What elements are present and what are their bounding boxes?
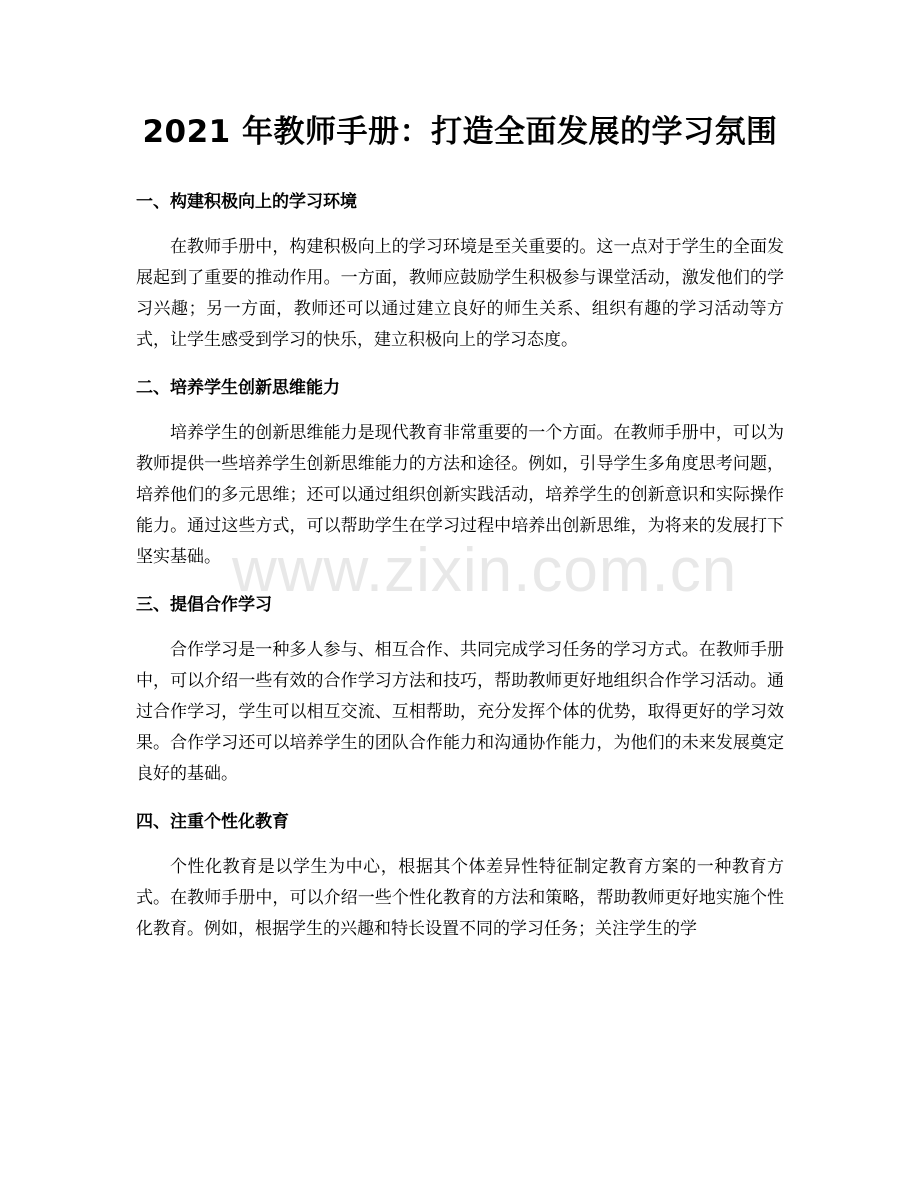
section-heading-4: 四、注重个性化教育 bbox=[136, 812, 289, 832]
section-paragraph-4: 个性化教育是以学生为中心，根据其个体差异性特征制定教育方案的一种教育方式。在教师手册中，可以介绍一些个性化教育的方法和策略，帮助教师更好地实施个性化教育。例如，根据学生的兴趣和特长设置不同的学习任务；关注学生的学 bbox=[136, 857, 784, 939]
section-heading-3: 三、提倡合作学习 bbox=[136, 595, 272, 615]
section-heading-2: 二、培养学生创新思维能力 bbox=[136, 378, 340, 398]
document-title: 2021 年教师手册：打造全面发展的学习氛围 bbox=[142, 114, 778, 150]
section-paragraph-2: 培养学生的创新思维能力是现代教育非常重要的一个方面。在教师手册中，可以为教师提供一些培养学生创新思维能力的方法和途径。例如，引导学生多角度思考问题，培养他们的多元思维；还可以通过组织创新实践活动，培养学生的创新意识和实际操作能力。通过这些方式，可以帮助学生在学习过程中培养出创新思维，为将来的发展打下坚实基础。 bbox=[136, 423, 784, 567]
section-heading-1: 一、构建积极向上的学习环境 bbox=[136, 192, 357, 212]
section-paragraph-1: 在教师手册中，构建积极向上的学习环境是至关重要的。这一点对于学生的全面发展起到了重要的推动作用。一方面，教师应鼓励学生积极参与课堂活动，激发他们的学习兴趣；另一方面，教师还可以通过建立良好的师生关系、组织有趣的学习活动等方式，让学生感受到学习的快乐，建立积极向上的学习态度。 bbox=[136, 237, 784, 350]
document-body bbox=[136, 184, 784, 945]
section-paragraph-3: 合作学习是一种多人参与、相互合作、共同完成学习任务的学习方式。在教师手册中，可以介绍一些有效的合作学习方法和技巧，帮助教师更好地组织合作学习活动。通过合作学习，学生可以相互交流、互相帮助，充分发挥个体的优势，取得更好的学习效果。合作学习还可以培养学生的团队合作能力和沟通协作能力，为他们的未来发展奠定良好的基础。 bbox=[136, 640, 784, 784]
watermark: www.zixin.com.cn bbox=[232, 536, 738, 605]
